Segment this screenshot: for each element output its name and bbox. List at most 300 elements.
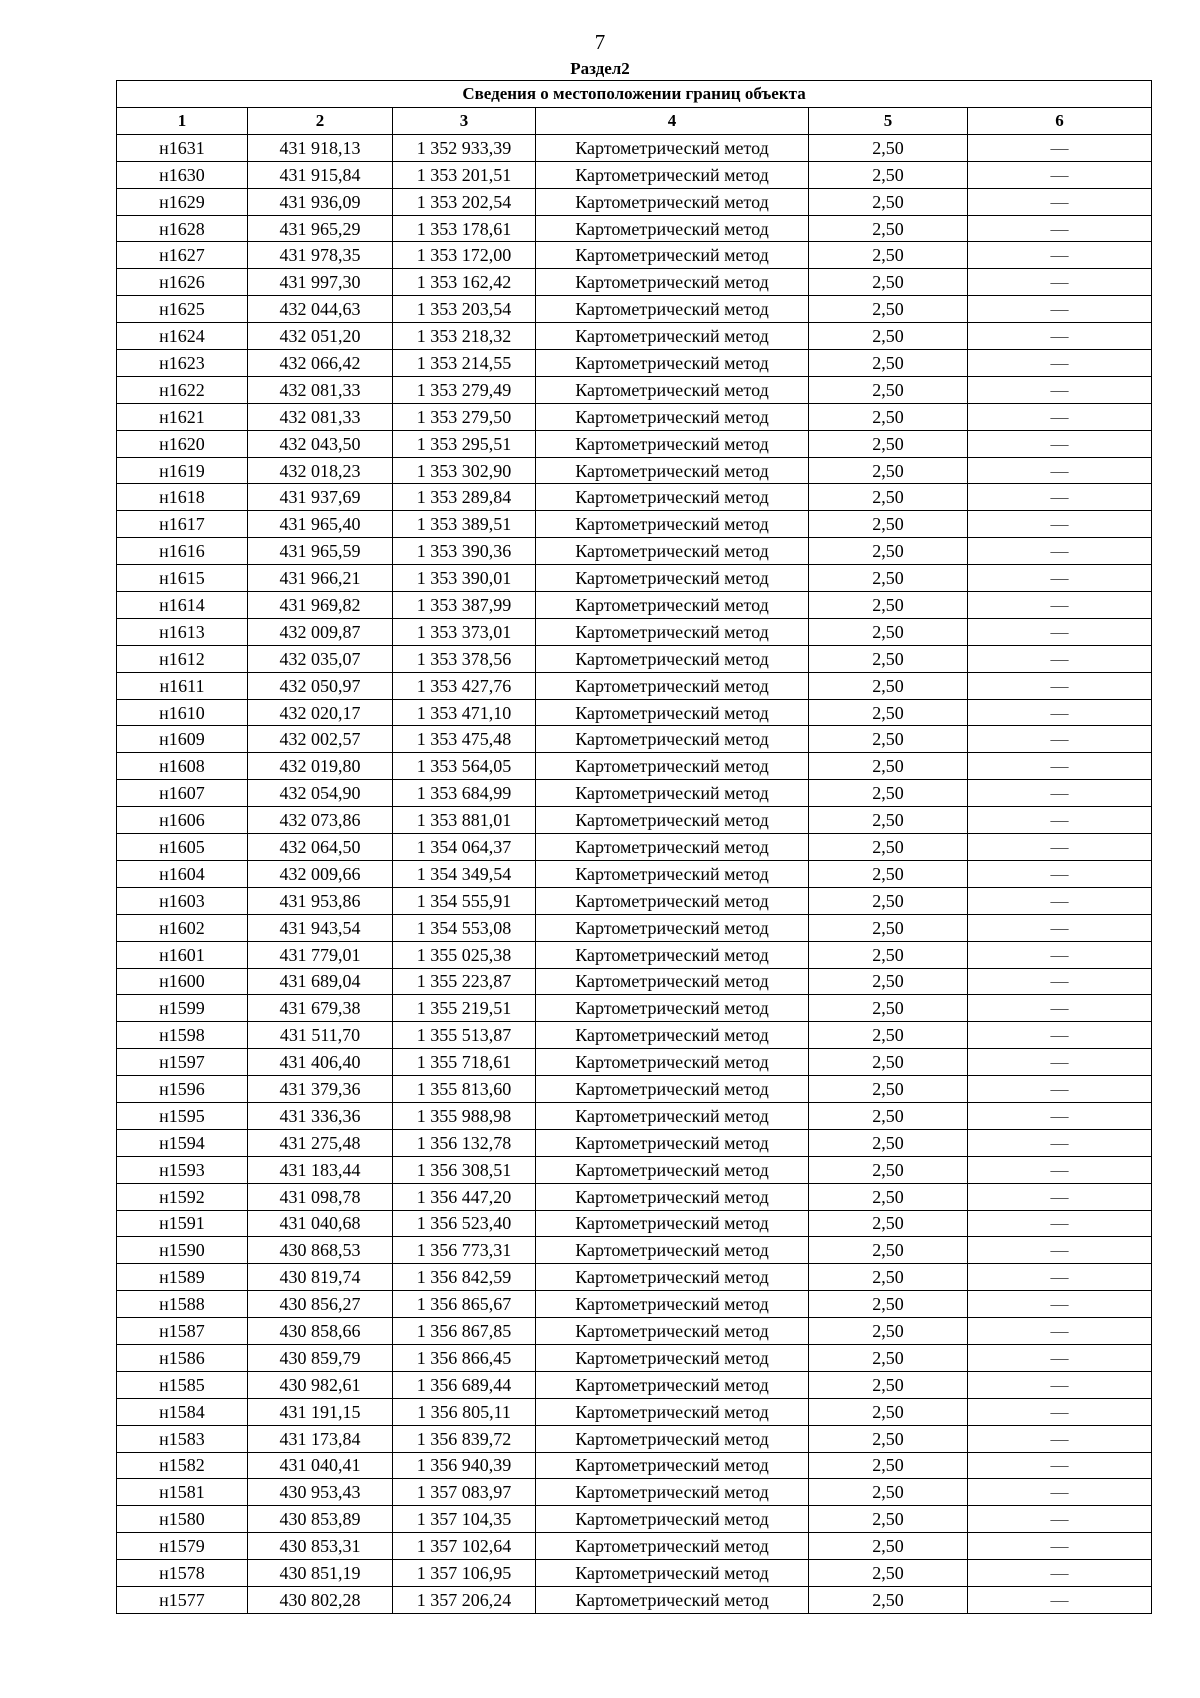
- accuracy-cell: 2,50: [809, 699, 968, 726]
- x-coordinate-cell: 432 043,50: [248, 430, 393, 457]
- point-id-cell: н1602: [117, 914, 248, 941]
- method-cell: Картометрический метод: [536, 134, 809, 161]
- method-cell: Картометрический метод: [536, 645, 809, 672]
- accuracy-cell: 2,50: [809, 1560, 968, 1587]
- accuracy-cell: 2,50: [809, 618, 968, 645]
- method-cell: Картометрический метод: [536, 1560, 809, 1587]
- table-row: [117, 188, 1152, 215]
- point-id-cell: н1621: [117, 403, 248, 430]
- description-cell: —: [968, 941, 1152, 968]
- accuracy-cell: 2,50: [809, 430, 968, 457]
- table-row: [117, 1371, 1152, 1398]
- y-coordinate-cell: 1 356 447,20: [393, 1183, 536, 1210]
- description-cell: —: [968, 968, 1152, 995]
- x-coordinate-cell: 432 066,42: [248, 350, 393, 377]
- table-row: [117, 161, 1152, 188]
- method-cell: Картометрический метод: [536, 860, 809, 887]
- y-coordinate-cell: 1 355 219,51: [393, 995, 536, 1022]
- table-row: [117, 376, 1152, 403]
- x-coordinate-cell: 431 689,04: [248, 968, 393, 995]
- x-coordinate-cell: 431 183,44: [248, 1156, 393, 1183]
- description-cell: —: [968, 134, 1152, 161]
- description-cell: —: [968, 242, 1152, 269]
- table-row: [117, 860, 1152, 887]
- description-cell: —: [968, 1371, 1152, 1398]
- table-row: [117, 1479, 1152, 1506]
- y-coordinate-cell: 1 353 475,48: [393, 726, 536, 753]
- table-row: [117, 1533, 1152, 1560]
- method-cell: Картометрический метод: [536, 914, 809, 941]
- accuracy-cell: 2,50: [809, 1156, 968, 1183]
- method-cell: Картометрический метод: [536, 1156, 809, 1183]
- method-cell: Картометрический метод: [536, 1452, 809, 1479]
- method-cell: Картометрический метод: [536, 672, 809, 699]
- accuracy-cell: 2,50: [809, 350, 968, 377]
- y-coordinate-cell: 1 353 289,84: [393, 484, 536, 511]
- y-coordinate-cell: 1 357 106,95: [393, 1560, 536, 1587]
- x-coordinate-cell: 431 098,78: [248, 1183, 393, 1210]
- table-row: [117, 1237, 1152, 1264]
- y-coordinate-cell: 1 354 349,54: [393, 860, 536, 887]
- accuracy-cell: 2,50: [809, 1586, 968, 1613]
- y-coordinate-cell: 1 355 988,98: [393, 1102, 536, 1129]
- x-coordinate-cell: 431 943,54: [248, 914, 393, 941]
- y-coordinate-cell: 1 355 025,38: [393, 941, 536, 968]
- accuracy-cell: 2,50: [809, 1479, 968, 1506]
- description-cell: —: [968, 1102, 1152, 1129]
- y-coordinate-cell: 1 356 865,67: [393, 1291, 536, 1318]
- table-row: [117, 457, 1152, 484]
- y-coordinate-cell: 1 353 203,54: [393, 296, 536, 323]
- point-id-cell: н1617: [117, 511, 248, 538]
- description-cell: —: [968, 323, 1152, 350]
- description-cell: —: [968, 672, 1152, 699]
- accuracy-cell: 2,50: [809, 780, 968, 807]
- point-id-cell: н1583: [117, 1425, 248, 1452]
- table-row: [117, 1156, 1152, 1183]
- point-id-cell: н1611: [117, 672, 248, 699]
- y-coordinate-cell: 1 354 553,08: [393, 914, 536, 941]
- description-cell: —: [968, 1076, 1152, 1103]
- y-coordinate-cell: 1 353 390,01: [393, 565, 536, 592]
- column-header: 2: [248, 108, 393, 135]
- x-coordinate-cell: 431 336,36: [248, 1102, 393, 1129]
- y-coordinate-cell: 1 353 387,99: [393, 592, 536, 619]
- y-coordinate-cell: 1 355 513,87: [393, 1022, 536, 1049]
- description-cell: —: [968, 1049, 1152, 1076]
- accuracy-cell: 2,50: [809, 1318, 968, 1345]
- point-id-cell: н1630: [117, 161, 248, 188]
- description-cell: —: [968, 726, 1152, 753]
- table-row: [117, 1129, 1152, 1156]
- description-cell: —: [968, 860, 1152, 887]
- accuracy-cell: 2,50: [809, 134, 968, 161]
- table-row: [117, 753, 1152, 780]
- accuracy-cell: 2,50: [809, 296, 968, 323]
- x-coordinate-cell: 432 044,63: [248, 296, 393, 323]
- description-cell: —: [968, 538, 1152, 565]
- description-cell: —: [968, 1129, 1152, 1156]
- table-row: [117, 672, 1152, 699]
- table-row: [117, 430, 1152, 457]
- description-cell: —: [968, 269, 1152, 296]
- table-row: [117, 1560, 1152, 1587]
- point-id-cell: н1580: [117, 1506, 248, 1533]
- y-coordinate-cell: 1 353 279,50: [393, 403, 536, 430]
- method-cell: Картометрический метод: [536, 887, 809, 914]
- table-row: [117, 1586, 1152, 1613]
- x-coordinate-cell: 431 978,35: [248, 242, 393, 269]
- y-coordinate-cell: 1 353 564,05: [393, 753, 536, 780]
- description-cell: —: [968, 296, 1152, 323]
- table-row: [117, 1318, 1152, 1345]
- point-id-cell: н1613: [117, 618, 248, 645]
- accuracy-cell: 2,50: [809, 941, 968, 968]
- table-row: [117, 1022, 1152, 1049]
- x-coordinate-cell: 431 173,84: [248, 1425, 393, 1452]
- table-row: [117, 511, 1152, 538]
- x-coordinate-cell: 432 002,57: [248, 726, 393, 753]
- accuracy-cell: 2,50: [809, 753, 968, 780]
- accuracy-cell: 2,50: [809, 188, 968, 215]
- y-coordinate-cell: 1 356 867,85: [393, 1318, 536, 1345]
- x-coordinate-cell: 431 918,13: [248, 134, 393, 161]
- table-row: [117, 269, 1152, 296]
- x-coordinate-cell: 431 040,41: [248, 1452, 393, 1479]
- point-id-cell: н1597: [117, 1049, 248, 1076]
- table-body: [117, 134, 1152, 1613]
- method-cell: Картометрический метод: [536, 376, 809, 403]
- description-cell: —: [968, 1452, 1152, 1479]
- method-cell: Картометрический метод: [536, 188, 809, 215]
- description-cell: —: [968, 457, 1152, 484]
- x-coordinate-cell: 432 020,17: [248, 699, 393, 726]
- point-id-cell: н1595: [117, 1102, 248, 1129]
- description-cell: —: [968, 1291, 1152, 1318]
- y-coordinate-cell: 1 353 427,76: [393, 672, 536, 699]
- point-id-cell: н1610: [117, 699, 248, 726]
- y-coordinate-cell: 1 353 214,55: [393, 350, 536, 377]
- table-row: [117, 403, 1152, 430]
- method-cell: Картометрический метод: [536, 1291, 809, 1318]
- point-id-cell: н1588: [117, 1291, 248, 1318]
- accuracy-cell: 2,50: [809, 1344, 968, 1371]
- method-cell: Картометрический метод: [536, 1479, 809, 1506]
- y-coordinate-cell: 1 356 523,40: [393, 1210, 536, 1237]
- point-id-cell: н1587: [117, 1318, 248, 1345]
- y-coordinate-cell: 1 356 689,44: [393, 1371, 536, 1398]
- accuracy-cell: 2,50: [809, 672, 968, 699]
- x-coordinate-cell: 432 054,90: [248, 780, 393, 807]
- point-id-cell: н1584: [117, 1398, 248, 1425]
- accuracy-cell: 2,50: [809, 215, 968, 242]
- method-cell: Картометрический метод: [536, 1533, 809, 1560]
- y-coordinate-cell: 1 353 389,51: [393, 511, 536, 538]
- description-cell: —: [968, 1560, 1152, 1587]
- x-coordinate-cell: 431 406,40: [248, 1049, 393, 1076]
- accuracy-cell: 2,50: [809, 457, 968, 484]
- method-cell: Картометрический метод: [536, 269, 809, 296]
- description-cell: —: [968, 1506, 1152, 1533]
- point-id-cell: н1604: [117, 860, 248, 887]
- point-id-cell: н1599: [117, 995, 248, 1022]
- description-cell: —: [968, 484, 1152, 511]
- table-row: [117, 1452, 1152, 1479]
- table-row: [117, 565, 1152, 592]
- method-cell: Картометрический метод: [536, 350, 809, 377]
- description-cell: —: [968, 1237, 1152, 1264]
- accuracy-cell: 2,50: [809, 592, 968, 619]
- table-row: [117, 1398, 1152, 1425]
- accuracy-cell: 2,50: [809, 1291, 968, 1318]
- point-id-cell: н1581: [117, 1479, 248, 1506]
- x-coordinate-cell: 430 819,74: [248, 1264, 393, 1291]
- description-cell: —: [968, 511, 1152, 538]
- description-cell: —: [968, 887, 1152, 914]
- x-coordinate-cell: 431 965,40: [248, 511, 393, 538]
- y-coordinate-cell: 1 356 842,59: [393, 1264, 536, 1291]
- x-coordinate-cell: 430 868,53: [248, 1237, 393, 1264]
- accuracy-cell: 2,50: [809, 323, 968, 350]
- method-cell: Картометрический метод: [536, 1183, 809, 1210]
- column-header: 6: [968, 108, 1152, 135]
- description-cell: —: [968, 1183, 1152, 1210]
- method-cell: Картометрический метод: [536, 753, 809, 780]
- method-cell: Картометрический метод: [536, 511, 809, 538]
- x-coordinate-cell: 431 779,01: [248, 941, 393, 968]
- table-row: [117, 350, 1152, 377]
- method-cell: Картометрический метод: [536, 1586, 809, 1613]
- accuracy-cell: 2,50: [809, 968, 968, 995]
- accuracy-cell: 2,50: [809, 1452, 968, 1479]
- description-cell: —: [968, 215, 1152, 242]
- accuracy-cell: 2,50: [809, 511, 968, 538]
- method-cell: Картометрический метод: [536, 1022, 809, 1049]
- y-coordinate-cell: 1 354 064,37: [393, 834, 536, 861]
- point-id-cell: н1631: [117, 134, 248, 161]
- table-row: [117, 726, 1152, 753]
- column-header: 5: [809, 108, 968, 135]
- x-coordinate-cell: 431 191,15: [248, 1398, 393, 1425]
- point-id-cell: н1603: [117, 887, 248, 914]
- accuracy-cell: 2,50: [809, 161, 968, 188]
- x-coordinate-cell: 432 051,20: [248, 323, 393, 350]
- accuracy-cell: 2,50: [809, 860, 968, 887]
- accuracy-cell: 2,50: [809, 1506, 968, 1533]
- table-row: [117, 887, 1152, 914]
- point-id-cell: н1598: [117, 1022, 248, 1049]
- description-cell: —: [968, 1479, 1152, 1506]
- accuracy-cell: 2,50: [809, 1371, 968, 1398]
- table-row: [117, 1264, 1152, 1291]
- point-id-cell: н1607: [117, 780, 248, 807]
- method-cell: Картометрический метод: [536, 1129, 809, 1156]
- point-id-cell: н1577: [117, 1586, 248, 1613]
- description-cell: —: [968, 1156, 1152, 1183]
- point-id-cell: н1627: [117, 242, 248, 269]
- table-row: [117, 134, 1152, 161]
- method-cell: Картометрический метод: [536, 484, 809, 511]
- description-cell: —: [968, 350, 1152, 377]
- accuracy-cell: 2,50: [809, 1049, 968, 1076]
- point-id-cell: н1586: [117, 1344, 248, 1371]
- description-cell: —: [968, 376, 1152, 403]
- x-coordinate-cell: 430 802,28: [248, 1586, 393, 1613]
- method-cell: Картометрический метод: [536, 161, 809, 188]
- table-row: [117, 618, 1152, 645]
- method-cell: Картометрический метод: [536, 807, 809, 834]
- point-id-cell: н1623: [117, 350, 248, 377]
- description-cell: —: [968, 1586, 1152, 1613]
- x-coordinate-cell: 432 009,87: [248, 618, 393, 645]
- method-cell: Картометрический метод: [536, 323, 809, 350]
- method-cell: Картометрический метод: [536, 538, 809, 565]
- accuracy-cell: 2,50: [809, 914, 968, 941]
- method-cell: Картометрический метод: [536, 968, 809, 995]
- table-row: [117, 780, 1152, 807]
- accuracy-cell: 2,50: [809, 807, 968, 834]
- x-coordinate-cell: 430 851,19: [248, 1560, 393, 1587]
- description-cell: —: [968, 807, 1152, 834]
- point-id-cell: н1614: [117, 592, 248, 619]
- table-row: [117, 699, 1152, 726]
- y-coordinate-cell: 1 357 102,64: [393, 1533, 536, 1560]
- table-caption-row: [117, 81, 1152, 108]
- accuracy-cell: 2,50: [809, 1398, 968, 1425]
- point-id-cell: н1624: [117, 323, 248, 350]
- description-cell: —: [968, 161, 1152, 188]
- table-row: [117, 645, 1152, 672]
- point-id-cell: н1582: [117, 1452, 248, 1479]
- x-coordinate-cell: 432 081,33: [248, 376, 393, 403]
- y-coordinate-cell: 1 353 378,56: [393, 645, 536, 672]
- accuracy-cell: 2,50: [809, 1022, 968, 1049]
- table-row: [117, 834, 1152, 861]
- description-cell: —: [968, 1318, 1152, 1345]
- method-cell: Картометрический метод: [536, 565, 809, 592]
- description-cell: —: [968, 1264, 1152, 1291]
- point-id-cell: н1589: [117, 1264, 248, 1291]
- method-cell: Картометрический метод: [536, 1425, 809, 1452]
- x-coordinate-cell: 432 019,80: [248, 753, 393, 780]
- table-row: [117, 1183, 1152, 1210]
- x-coordinate-cell: 432 064,50: [248, 834, 393, 861]
- point-id-cell: н1600: [117, 968, 248, 995]
- table-row: [117, 484, 1152, 511]
- method-cell: Картометрический метод: [536, 1210, 809, 1237]
- description-cell: —: [968, 645, 1152, 672]
- description-cell: —: [968, 834, 1152, 861]
- point-id-cell: н1606: [117, 807, 248, 834]
- accuracy-cell: 2,50: [809, 1425, 968, 1452]
- point-id-cell: н1605: [117, 834, 248, 861]
- method-cell: Картометрический метод: [536, 1371, 809, 1398]
- y-coordinate-cell: 1 353 279,49: [393, 376, 536, 403]
- y-coordinate-cell: 1 353 471,10: [393, 699, 536, 726]
- accuracy-cell: 2,50: [809, 1533, 968, 1560]
- description-cell: —: [968, 618, 1152, 645]
- point-id-cell: н1618: [117, 484, 248, 511]
- method-cell: Картометрический метод: [536, 780, 809, 807]
- y-coordinate-cell: 1 353 302,90: [393, 457, 536, 484]
- table-row: [117, 215, 1152, 242]
- y-coordinate-cell: 1 357 206,24: [393, 1586, 536, 1613]
- y-coordinate-cell: 1 353 218,32: [393, 323, 536, 350]
- point-id-cell: н1594: [117, 1129, 248, 1156]
- description-cell: —: [968, 914, 1152, 941]
- y-coordinate-cell: 1 353 162,42: [393, 269, 536, 296]
- x-coordinate-cell: 430 853,31: [248, 1533, 393, 1560]
- table-row: [117, 1506, 1152, 1533]
- method-cell: Картометрический метод: [536, 699, 809, 726]
- y-coordinate-cell: 1 356 805,11: [393, 1398, 536, 1425]
- y-coordinate-cell: 1 356 940,39: [393, 1452, 536, 1479]
- accuracy-cell: 2,50: [809, 1102, 968, 1129]
- accuracy-cell: 2,50: [809, 403, 968, 430]
- point-id-cell: н1608: [117, 753, 248, 780]
- method-cell: Картометрический метод: [536, 995, 809, 1022]
- method-cell: Картометрический метод: [536, 1102, 809, 1129]
- method-cell: Картометрический метод: [536, 1318, 809, 1345]
- x-coordinate-cell: 431 679,38: [248, 995, 393, 1022]
- x-coordinate-cell: 430 982,61: [248, 1371, 393, 1398]
- accuracy-cell: 2,50: [809, 1264, 968, 1291]
- table-row: [117, 1210, 1152, 1237]
- table-row: [117, 242, 1152, 269]
- description-cell: —: [968, 699, 1152, 726]
- point-id-cell: н1592: [117, 1183, 248, 1210]
- x-coordinate-cell: 431 915,84: [248, 161, 393, 188]
- method-cell: Картометрический метод: [536, 1049, 809, 1076]
- y-coordinate-cell: 1 357 083,97: [393, 1479, 536, 1506]
- column-header: 3: [393, 108, 536, 135]
- y-coordinate-cell: 1 353 202,54: [393, 188, 536, 215]
- point-id-cell: н1626: [117, 269, 248, 296]
- description-cell: —: [968, 1210, 1152, 1237]
- description-cell: —: [968, 1533, 1152, 1560]
- x-coordinate-cell: 431 511,70: [248, 1022, 393, 1049]
- table-row: [117, 941, 1152, 968]
- y-coordinate-cell: 1 353 178,61: [393, 215, 536, 242]
- accuracy-cell: 2,50: [809, 1183, 968, 1210]
- point-id-cell: н1615: [117, 565, 248, 592]
- accuracy-cell: 2,50: [809, 645, 968, 672]
- x-coordinate-cell: 431 966,21: [248, 565, 393, 592]
- section-title: Раздел2: [570, 59, 630, 78]
- y-coordinate-cell: 1 353 390,36: [393, 538, 536, 565]
- x-coordinate-cell: 430 859,79: [248, 1344, 393, 1371]
- y-coordinate-cell: 1 355 223,87: [393, 968, 536, 995]
- x-coordinate-cell: 431 969,82: [248, 592, 393, 619]
- method-cell: Картометрический метод: [536, 726, 809, 753]
- x-coordinate-cell: 432 050,97: [248, 672, 393, 699]
- point-id-cell: н1629: [117, 188, 248, 215]
- y-coordinate-cell: 1 356 308,51: [393, 1156, 536, 1183]
- x-coordinate-cell: 432 081,33: [248, 403, 393, 430]
- y-coordinate-cell: 1 353 295,51: [393, 430, 536, 457]
- point-id-cell: н1591: [117, 1210, 248, 1237]
- point-id-cell: н1620: [117, 430, 248, 457]
- table-row: [117, 296, 1152, 323]
- y-coordinate-cell: 1 353 684,99: [393, 780, 536, 807]
- accuracy-cell: 2,50: [809, 242, 968, 269]
- accuracy-cell: 2,50: [809, 1076, 968, 1103]
- table-row: [117, 1425, 1152, 1452]
- table-row: [117, 323, 1152, 350]
- table-row: [117, 995, 1152, 1022]
- method-cell: Картометрический метод: [536, 941, 809, 968]
- accuracy-cell: 2,50: [809, 834, 968, 861]
